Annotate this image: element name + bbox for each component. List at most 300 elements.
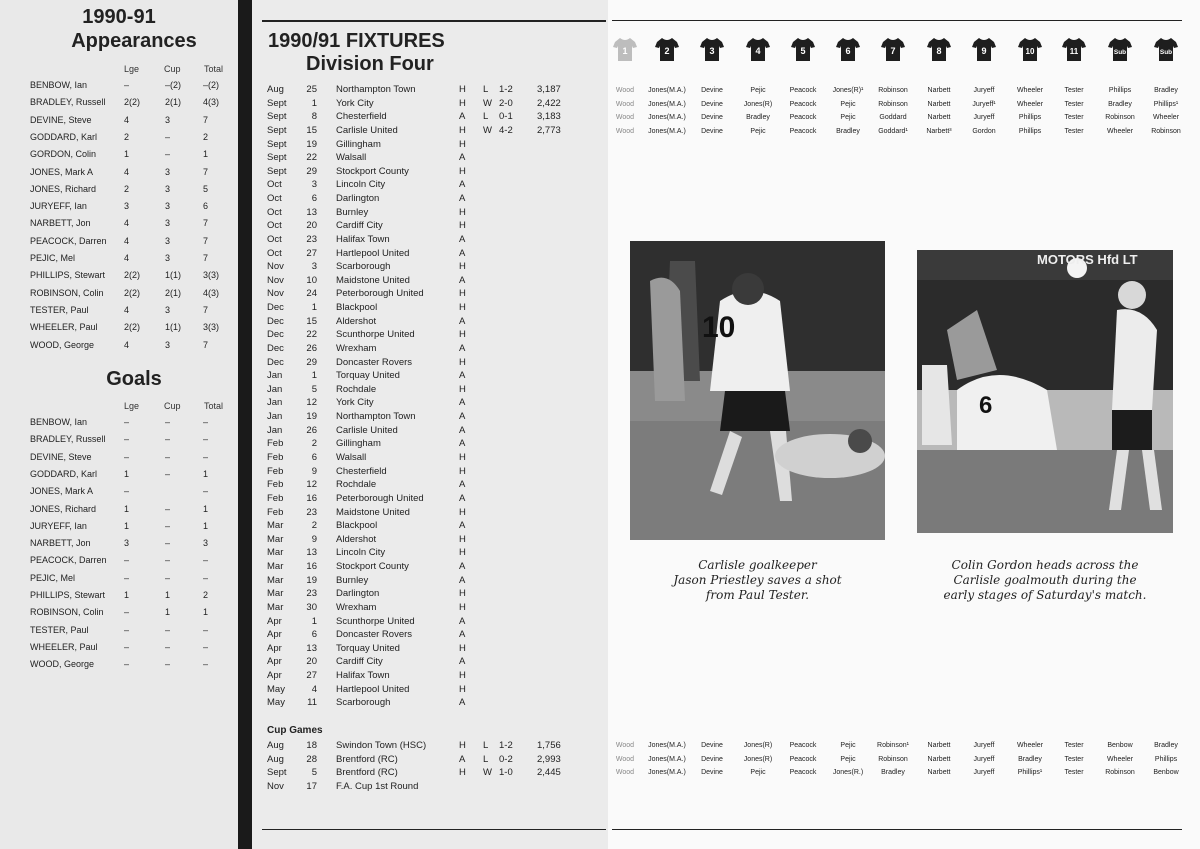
fixture-attendance: 1,756 — [537, 740, 561, 751]
fixture-month: Nov — [267, 780, 284, 792]
fixture-day: 26 — [306, 424, 317, 436]
cup-value: – — [165, 503, 171, 514]
fixtures-top-rule — [262, 20, 606, 22]
fixture-month: Sept — [267, 152, 287, 164]
lineup-player: Phillips¹ — [1153, 100, 1179, 108]
stats-row — [30, 519, 240, 533]
fixture-venue: H — [459, 288, 466, 300]
fixture-day: 27 — [306, 670, 317, 682]
cup-value: – — [165, 434, 171, 445]
cup-value: – — [165, 624, 171, 635]
fixture-venue: H — [459, 767, 466, 779]
fixture-day: 29 — [306, 356, 317, 368]
lineup-player: Peacock — [789, 114, 817, 122]
stats-row — [30, 338, 240, 352]
fixture-row — [267, 274, 597, 287]
caption-line: early stages of Saturday's match. — [943, 588, 1147, 602]
fixture-venue: H — [459, 533, 466, 545]
lineup-player: Wood — [615, 127, 635, 135]
fixture-day: 30 — [306, 601, 317, 613]
fixture-row — [267, 492, 597, 505]
fixture-day: 20 — [306, 220, 317, 232]
fixture-opponent: Wrexham — [336, 601, 377, 613]
fixture-day: 15 — [306, 315, 317, 327]
fixture-opponent: Brentford (RC) — [336, 767, 398, 779]
lineup-player: Gordon — [972, 127, 996, 135]
total-value: 7 — [203, 235, 209, 246]
shirt-number-label: 6 — [845, 46, 851, 56]
fixture-day: 10 — [306, 274, 317, 286]
fixture-venue: A — [459, 111, 466, 123]
lineup-player: Devine — [701, 114, 723, 122]
player-name: NARBETT, Jon — [30, 218, 91, 229]
fixture-day: 4 — [311, 683, 317, 695]
fixture-opponent: Scunthorpe United — [336, 329, 415, 341]
lineup-player: Tester — [1064, 87, 1084, 94]
league-value: 4 — [124, 218, 130, 229]
shirt-number-label: 2 — [664, 46, 670, 56]
photo-shirt-number: 6 — [979, 392, 993, 419]
fixture-month: Feb — [267, 438, 284, 450]
player-name: WOOD, George — [30, 659, 95, 670]
lineup-player: Jones(R) — [743, 100, 773, 108]
fixture-opponent: Wrexham — [336, 342, 377, 354]
total-value: – — [203, 572, 209, 583]
lineup-player: Tester — [1064, 769, 1084, 776]
fixture-day: 23 — [306, 233, 317, 245]
lineup-player: Bradley — [746, 114, 770, 122]
league-value: – — [124, 659, 130, 670]
lineup-row — [610, 753, 1200, 766]
player-name: JURYEFF, Ian — [30, 201, 87, 212]
fixture-month: Nov — [267, 274, 284, 286]
fixture-row — [267, 478, 597, 491]
stats-row — [30, 484, 240, 498]
cup-value: – — [165, 468, 171, 479]
fixture-row — [267, 383, 597, 396]
fixture-venue: A — [459, 629, 466, 641]
league-value: 1 — [124, 468, 130, 479]
fixture-venue: H — [459, 588, 466, 600]
caption-line: from Paul Tester. — [705, 588, 810, 602]
cup-value: 2(1) — [165, 97, 182, 108]
col-header-lge: Lge — [124, 64, 140, 74]
lineup-player: Jones(M.A.) — [648, 769, 686, 776]
player-name: GODDARD, Karl — [30, 468, 98, 479]
fixture-row — [267, 396, 597, 409]
fixture-opponent: Chesterfield — [336, 465, 387, 477]
fixture-month: Mar — [267, 574, 284, 586]
fixture-month: Sept — [267, 138, 287, 150]
fixture-day: 11 — [307, 697, 317, 709]
cup-value: – — [165, 451, 171, 462]
fixture-month: Jan — [267, 383, 283, 395]
fixture-opponent: Cardiff City — [336, 656, 383, 668]
fixture-opponent: Maidstone United — [336, 506, 410, 518]
fixture-opponent: Scarborough — [336, 261, 391, 273]
fixture-venue: H — [459, 329, 466, 341]
fixture-day: 16 — [306, 561, 317, 573]
shirt-number-label: 8 — [936, 46, 942, 56]
player-name: JONES, Mark A — [30, 486, 94, 497]
fixture-day: 12 — [306, 397, 317, 409]
fixture-row — [267, 260, 597, 273]
col-header-total: Total — [204, 64, 224, 74]
fixture-day: 13 — [306, 642, 317, 654]
fixture-venue: A — [459, 438, 466, 450]
fixture-row — [267, 669, 597, 682]
total-value: – — [203, 641, 209, 652]
lineup-player: Goddard¹ — [878, 127, 908, 135]
fixture-venue: A — [459, 274, 466, 286]
player-name: GODDARD, Karl — [30, 131, 98, 142]
fixture-month: Sept — [267, 97, 287, 109]
fixture-opponent: Blackpool — [336, 520, 378, 532]
cup-value: – — [165, 572, 171, 583]
fixture-opponent: Torquay United — [336, 370, 400, 382]
player-name: PEJIC, Mel — [30, 572, 76, 583]
total-value: – — [203, 555, 209, 566]
stats-row — [30, 502, 240, 516]
fixture-venue: H — [459, 683, 466, 695]
fixture-opponent: Burnley — [336, 206, 369, 218]
fixture-month: Mar — [267, 520, 284, 532]
league-value: 1 — [124, 503, 130, 514]
fixture-month: Apr — [267, 656, 282, 668]
fixture-opponent: Doncaster Rovers — [336, 356, 413, 368]
fixture-month: Mar — [267, 601, 284, 613]
fixture-row — [267, 642, 597, 655]
lineup-player: Jones(M.A.) — [648, 127, 686, 135]
fixture-month: Aug — [267, 753, 284, 765]
lineup-player: Tester — [1064, 114, 1084, 122]
shirt-9-icon — [971, 36, 997, 62]
total-value: 7 — [203, 304, 209, 315]
fixture-month: Dec — [267, 329, 284, 341]
stats-row — [30, 623, 240, 637]
lineup-player: Jones(R)¹ — [832, 87, 864, 94]
lineup-player: Goddard — [879, 114, 907, 122]
total-value: 6 — [203, 201, 209, 212]
fixture-row — [267, 110, 597, 123]
fixture-venue: A — [459, 492, 466, 504]
fixture-opponent: Doncaster Rovers — [336, 629, 413, 641]
fixture-opponent: Aldershot — [336, 533, 377, 545]
fixture-month: Dec — [267, 342, 284, 354]
fixture-score: 2-0 — [499, 97, 513, 109]
cup-value: – — [165, 149, 171, 160]
fixture-opponent: Brentford (RC) — [336, 753, 398, 765]
fixture-month: Apr — [267, 615, 282, 627]
league-value: 2 — [124, 183, 130, 194]
league-value: – — [124, 80, 130, 90]
lineup-player: Pejic — [840, 114, 856, 122]
fixture-opponent: Rochdale — [336, 383, 377, 395]
fixture-row — [267, 206, 597, 219]
total-value: 4(3) — [203, 287, 220, 298]
fixture-month: Oct — [267, 193, 282, 205]
total-value: 7 — [203, 218, 209, 229]
fixture-row — [267, 587, 597, 600]
lineup-player: Phillips — [1154, 755, 1178, 763]
fixture-opponent: Swindon Town (HSC) — [336, 740, 427, 751]
player-name: JURYEFF, Ian — [30, 520, 87, 531]
fixture-month: Apr — [267, 629, 282, 641]
shirt-11-icon — [1061, 36, 1087, 62]
col-header-total: Total — [204, 401, 224, 411]
fixture-month: Jan — [267, 370, 283, 382]
fixture-row — [267, 546, 597, 559]
cup-value: 1(1) — [165, 322, 182, 333]
total-value: 7 — [203, 253, 209, 263]
fixture-month: Feb — [267, 465, 284, 477]
lineup-player: Wheeler — [1016, 100, 1044, 108]
lineup-player: Jones(R) — [743, 742, 773, 749]
fixture-row — [267, 97, 597, 110]
league-value: 4 — [124, 235, 130, 246]
fixture-opponent: York City — [336, 97, 374, 109]
fixture-opponent: Walsall — [336, 452, 367, 463]
league-value: – — [124, 641, 130, 652]
fixture-day: 28 — [306, 753, 317, 765]
league-value: – — [124, 486, 130, 497]
fixture-opponent: F.A. Cup 1st Round — [336, 780, 419, 792]
total-value: 7 — [203, 339, 209, 350]
fixture-row — [267, 287, 597, 300]
stats-row — [30, 78, 240, 92]
fixture-month: Dec — [267, 315, 284, 327]
fixture-month: Oct — [267, 247, 282, 259]
lineups-top-rule — [612, 20, 1182, 21]
lineup-player: Bradley — [1154, 742, 1178, 749]
player-name: BRADLEY, Russell — [30, 434, 106, 445]
league-value: – — [124, 572, 130, 583]
cup-value: – — [165, 641, 171, 652]
fixture-month: Mar — [267, 588, 284, 600]
fixture-opponent: Hartlepool United — [336, 683, 410, 695]
fixture-venue: A — [459, 193, 466, 205]
cup-value: 1 — [165, 607, 171, 618]
fixture-day: 24 — [306, 288, 317, 300]
fixture-opponent: Lincoln City — [336, 179, 386, 191]
fixture-venue: H — [459, 670, 466, 682]
fixture-venue: A — [459, 397, 466, 409]
col-header-cup: Cup — [164, 401, 181, 411]
shirt-number-label: 1 — [622, 46, 628, 56]
lineup-player: Robinson¹ — [877, 742, 909, 749]
lineup-player: Narbett — [927, 87, 951, 94]
lineup-player: Juryeff — [973, 87, 995, 94]
fixture-venue: H — [459, 206, 466, 218]
player-name: JONES, Mark A — [30, 166, 94, 177]
stats-row — [30, 605, 240, 619]
fixture-row — [267, 615, 597, 628]
fixture-venue: H — [459, 261, 466, 273]
fixture-attendance: 2,773 — [537, 124, 561, 136]
fixture-row — [267, 138, 597, 151]
lineup-player: Robinson — [878, 87, 908, 94]
cup-value: 3 — [165, 183, 171, 194]
fixture-row — [267, 151, 597, 164]
fixture-day: 22 — [306, 329, 317, 341]
stats-row — [30, 450, 240, 464]
total-value: 1 — [203, 468, 209, 479]
fixture-month: May — [267, 697, 285, 709]
league-value: 3 — [124, 201, 130, 212]
fixture-venue: H — [459, 383, 466, 395]
fixture-month: Feb — [267, 492, 284, 504]
total-value: 3(3) — [203, 270, 220, 281]
fixture-venue: A — [459, 753, 466, 765]
fixture-row — [267, 628, 597, 641]
fixture-month: Nov — [267, 261, 284, 273]
fixture-day: 5 — [311, 767, 317, 779]
cup-value: 3 — [165, 304, 171, 315]
photo-shirt-number: 10 — [702, 311, 736, 344]
total-value: – — [203, 451, 209, 462]
shirt-number-label: 10 — [1025, 47, 1035, 56]
stats-row — [30, 657, 240, 671]
fixture-day: 27 — [306, 247, 317, 259]
shirt-number-label: Sub — [1159, 49, 1173, 56]
fixture-row — [267, 424, 597, 437]
fixture-row — [267, 328, 597, 341]
fixture-day: 19 — [306, 138, 317, 150]
player-name: WOOD, George — [30, 339, 95, 350]
caption-line: Carlisle goalkeeper — [698, 558, 817, 572]
league-value: 3 — [124, 538, 130, 549]
fixture-venue: A — [459, 561, 466, 573]
fixture-opponent: Walsall — [336, 152, 367, 164]
fixture-opponent: Gillingham — [336, 438, 381, 450]
fixture-result: L — [483, 84, 489, 95]
league-value: 2(2) — [124, 97, 141, 108]
lineup-player: Peacock — [789, 769, 817, 776]
fixture-venue: H — [459, 740, 466, 751]
lineup-row — [610, 84, 1200, 97]
lineup-player: Wood — [615, 100, 635, 108]
fixture-day: 1 — [311, 615, 317, 627]
league-value: – — [124, 624, 130, 635]
fixture-row — [267, 780, 597, 793]
shirt-5-icon — [790, 36, 816, 62]
fixture-day: 25 — [306, 84, 317, 95]
player-name: ROBINSON, Colin — [30, 607, 104, 618]
fixture-day: 2 — [311, 520, 317, 532]
fixture-result: L — [483, 753, 489, 765]
lineups-bottom-rule — [612, 829, 1182, 830]
shirt-number-label: Sub — [1113, 49, 1127, 56]
player-name: PHILLIPS, Stewart — [30, 590, 106, 600]
fixture-row — [267, 533, 597, 546]
total-value: 1 — [203, 149, 209, 160]
lineup-player: Narbett — [927, 755, 951, 763]
lineup-player: Robinson — [1151, 127, 1181, 135]
total-value: 2 — [203, 590, 209, 600]
fixture-venue: A — [459, 411, 466, 423]
cup-value: 3 — [165, 235, 171, 246]
fixture-month: Jan — [267, 424, 283, 436]
fixture-venue: H — [459, 138, 466, 150]
fixture-opponent: Burnley — [336, 574, 369, 586]
lineup-player: Bradley — [836, 127, 860, 135]
lineup-player: Wood — [615, 755, 635, 763]
fixture-day: 29 — [306, 165, 317, 177]
fixture-opponent: Northampton Town — [336, 84, 416, 95]
lineup-player: Jones(M.A.) — [648, 755, 686, 763]
col-header-lge: Lge — [124, 401, 140, 411]
stats-row — [30, 251, 240, 265]
fixture-month: May — [267, 683, 285, 695]
fixtures-bottom-rule — [262, 829, 606, 830]
fixture-month: Sept — [267, 165, 287, 177]
player-name: NARBETT, Jon — [30, 538, 91, 549]
shirt-number-label: 11 — [1069, 47, 1079, 56]
photo-caption-1 — [630, 558, 885, 603]
shirt-4-icon — [745, 36, 771, 62]
fixture-result: L — [483, 740, 489, 751]
fixture-opponent: Scunthorpe United — [336, 615, 415, 627]
fixture-opponent: Stockport County — [336, 165, 409, 177]
fixture-day: 13 — [306, 547, 317, 559]
stats-row — [30, 216, 240, 230]
shirt-7-icon — [880, 36, 906, 62]
fixture-attendance: 3,187 — [537, 84, 561, 95]
fixture-day: 15 — [306, 124, 317, 136]
fixture-opponent: Carlisle United — [336, 124, 398, 136]
fixture-row — [267, 506, 597, 519]
fixture-day: 13 — [306, 206, 317, 218]
total-value: 5 — [203, 183, 209, 194]
fixture-venue: A — [459, 179, 466, 191]
fixture-row — [267, 233, 597, 246]
fixture-opponent: Halifax Town — [336, 670, 390, 682]
fixture-day: 19 — [306, 411, 317, 423]
shirt-number-label: 5 — [800, 46, 806, 56]
photo-sign-text: MOTORS Hfd LT — [1037, 252, 1138, 267]
lineup-player: Jones(M.A.) — [648, 87, 686, 94]
lineup-player: Peacock — [789, 127, 817, 135]
fixture-opponent: Northampton Town — [336, 411, 416, 423]
fixture-month: Apr — [267, 670, 282, 682]
page-spine — [238, 0, 252, 849]
lineup-player: Tester — [1064, 100, 1084, 108]
fixture-venue: A — [459, 656, 466, 668]
shirt-3-icon — [699, 36, 725, 62]
stats-row — [30, 165, 240, 179]
photo-caption-2 — [917, 558, 1173, 603]
lineup-player: Pejic — [840, 100, 856, 108]
fixture-venue: A — [459, 574, 466, 586]
fixture-result: L — [483, 111, 489, 123]
fixture-venue: A — [459, 615, 466, 627]
lineup-player: Peacock — [789, 742, 817, 749]
col-header-cup: Cup — [164, 64, 181, 74]
league-value: – — [124, 434, 130, 445]
fixture-venue: H — [459, 642, 466, 654]
fixture-opponent: Peterborough United — [336, 492, 424, 504]
league-value: 2(2) — [124, 287, 141, 298]
stats-row — [30, 467, 240, 481]
cup-value: 1(1) — [165, 270, 182, 281]
player-name: DEVINE, Steve — [30, 451, 92, 462]
lineup-player: Juryeff — [973, 742, 995, 749]
total-value: 7 — [203, 166, 209, 177]
stats-row — [30, 234, 240, 248]
league-value: 4 — [124, 114, 130, 125]
lineup-player: Jones(R) — [743, 755, 773, 763]
league-value: 2 — [124, 131, 130, 142]
